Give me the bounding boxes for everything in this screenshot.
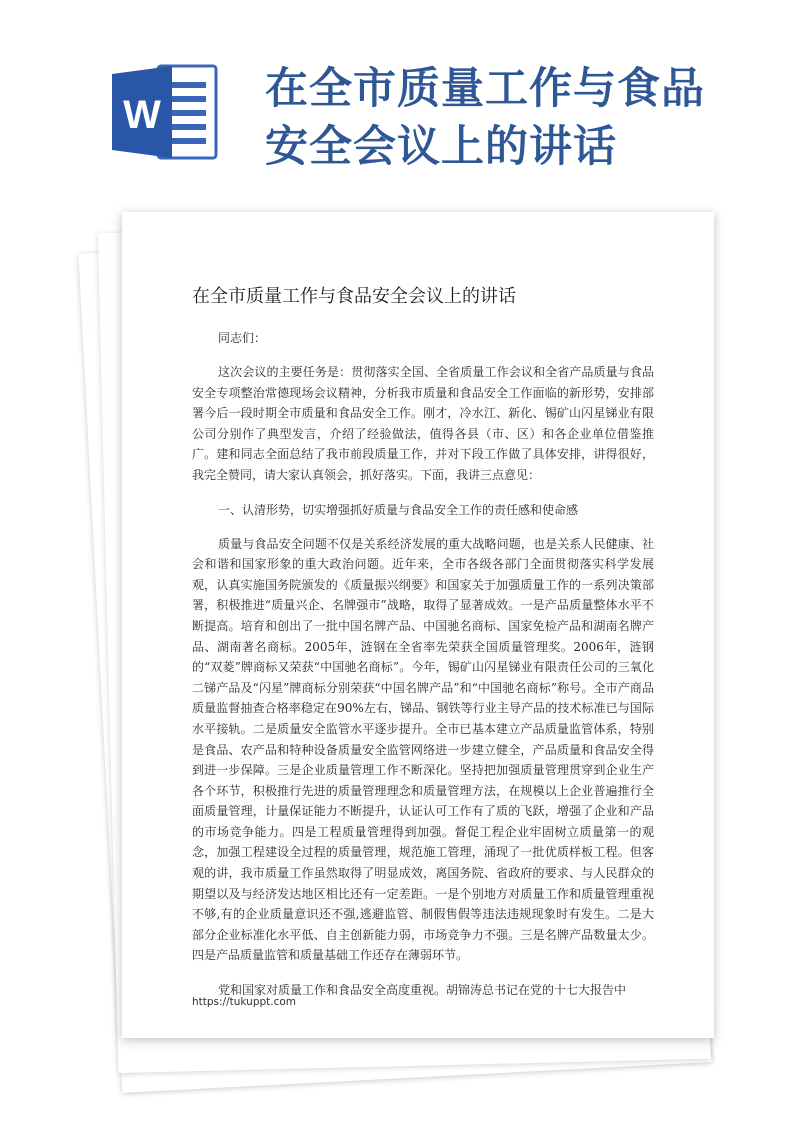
document-title: 在全市质量工作与食品安全会议上的讲话 <box>192 286 516 307</box>
page-title: 在全市质量工作与食品安全会议上的讲话 <box>265 64 705 172</box>
word-document-icon <box>112 62 220 162</box>
section-heading: 一、认清形势，切实增强抓好质量与食品安全工作的责任感和使命感 <box>218 502 579 517</box>
logo-letter: W <box>123 93 161 137</box>
footer-url: https://tukuppt.com <box>192 996 297 1008</box>
paragraph: 这次会议的主要任务是：贯彻落实全国、全省质量工作会议和全省产品质量与食品安全专项整治常德现场会议精神，分析我市质量和食品安全工作面临的新形势，安排部署今后一段时期全市质量和食品安全工作。刚才，冷水江、新化、锡矿山闪星锑业有限公司分别作了典型发言，介绍了经验做法，值得各县（市、区）和各企业单位借鉴推广。建和同志全面总结了我市前段质量工作，并对下段工作做了具体安排，讲得很好，我完全赞同，请大家认真领会，抓好落实。下面，我讲三点意见： <box>192 365 654 482</box>
paragraph: 党和国家对质量工作和食品安全高度重视。胡锦涛总书记在党的十七大报告中 <box>218 983 627 998</box>
document-page <box>122 212 714 1038</box>
paragraph: 质量与食品安全问题不仅是关系经济发展的重大战略问题，也是关系人民健康、社会和谐和国家形象的重大政治问题。近年来，全市各级各部门全面贯彻落实科学发展观，认真实施国务院颁发的《质量振兴纲要》和国家关于加强质量工作的一系列决策部署，积极推进“质量兴企、名牌强市”战略，取得了显著成效。一是产品质量整体水平不断提高。培育和创出了一批中国名牌产品、中国驰名商标、国家免检产品和湖南名牌产品、湖南著名商标。2005年，涟钢在全省率先荣获全国质量管理奖。2006年，涟钢的“双菱”牌商标又荣获“中国驰名商标”。今年，锡矿山闪星锑业有限责任公司的三氧化二锑产品及“闪星”牌商标分别荣获“中国名牌产品”和“中国驰名商标”称号。全市产商品质量监督抽查合格率稳定在90%左右，锑品、钢铁等行业主导产品的技术标准已与国际水平接轨。二是质量安全监管水平逐步提升。全市已基本建立产品质量监管体系，特别是食品、农产品和特种设备质量安全监管网络进一步建立健全，产品质量和食品安全得到进一步保障。三是企业质量管理工作不断深化。坚持把加强质量管理贯穿到企业生产各个环节，积极推行先进的质量管理理念和质量管理方法，在规模以上企业普遍推行全面质量管理，计量保证能力不断提升，认证认可工作有了质的飞跃，增强了企业和产品的市场竞争能力。四是工程质量管理得到加强。督促工程企业牢固树立质量第一的观念，加强工程建设全过程的质量管理，规范施工管理，涌现了一批优质样板工程。但客观的讲，我市质量工作虽然取得了明显成效，离国务院、省政府的要求、与人民群众的期望以及与经济发达地区相比还有一定差距。一是个别地方对质量工作和质量管理重视不够,有的企业质量意识还不强,逃避监管、制假售假等违法违规现象时有发生。二是大部分企业标准化水平低、自主创新能力弱，市场竞争力不强。三是名牌产品数量太少。四是产品质量监管和质量基础工作还存在薄弱环节。 <box>192 536 654 963</box>
salutation: 同志们： <box>218 331 267 345</box>
